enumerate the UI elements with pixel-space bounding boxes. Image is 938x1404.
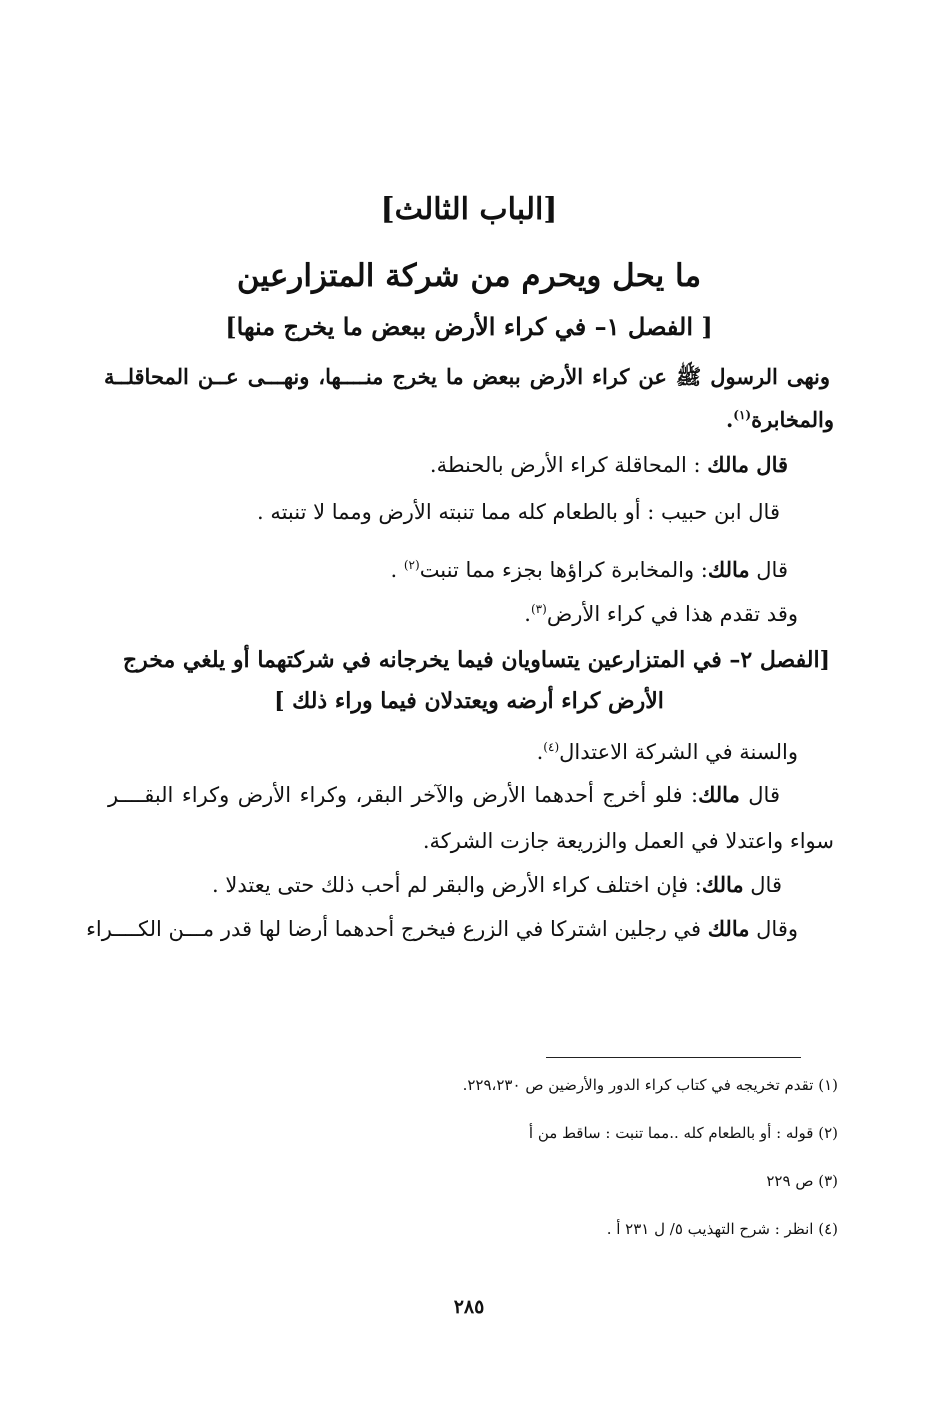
speaker-malik: مالك	[707, 557, 750, 582]
s1-p4-text: : والمخابرة كراؤها بجزء مما تنبت	[419, 558, 708, 582]
section-1-heading: [ الفصل ١– في كراء الأرض ببعض ما يخرج منها]	[225, 312, 713, 341]
speaker-malik: مالك	[698, 782, 740, 807]
s1-paragraph-3: قال ابن حبيب : أو بالطعام كله مما تنبته الأرض ومما لا تنبته .	[256, 500, 780, 524]
speaker-malik: مالك	[701, 872, 744, 897]
s2-p3-text: : فإن اختلف كراء الأرض والبقر لم أحب ذلك حتى يعتدلا .	[212, 873, 702, 897]
s2-p1-end: .	[536, 740, 544, 764]
s1-p5-text: وقد تقدم هذا في كراء الأرض	[546, 602, 798, 626]
footnote-number: (٤)	[818, 1220, 838, 1238]
s1-paragraph-1-line-2: والمخابرة$^{(١)}$.	[725, 407, 834, 432]
chapter-heading: [الباب الثالث]	[380, 192, 558, 227]
footnote-ref-4: (٤)	[543, 740, 560, 754]
s2-paragraph-3	[212, 870, 782, 900]
s2-paragraph-2-line-2: سواء واعتدلا في العمل والزريعة جازت الشركة.	[422, 829, 834, 853]
s2-p4-prefix: وقال	[749, 917, 798, 941]
footnote-separator	[546, 1057, 801, 1058]
s2-p2-prefix: قال	[739, 783, 780, 807]
footnote-text: ص ٢٢٩	[766, 1172, 819, 1190]
footnote-number: (٢)	[818, 1124, 838, 1142]
footnote-text: تقدم تخريجه في كتاب كراء الدور والأرضين ص ٢٢٩،٢٣٠.	[462, 1076, 819, 1094]
section-2-heading-line-2: الأرض كراء أرضه ويعتدلان فيما وراء ذلك ]	[274, 688, 664, 714]
section-2-heading-line-1: [الفصل ٢– في المتزارعين يتساويان فيما يخرجانه في شركتهما أو يلغي مخرج	[122, 647, 830, 673]
s2-p1-text: والسنة في الشركة الاعتدال	[559, 740, 798, 764]
footnote-text: انظر : شرح التهذيب ٥/ ل ٢٣١ أ .	[606, 1220, 819, 1238]
s2-paragraph-2-line-1	[108, 780, 780, 810]
footnote-3	[766, 1170, 838, 1192]
footnote-4	[607, 1218, 838, 1240]
page-number: ٢٨٥	[453, 1296, 485, 1318]
s1-paragraph-4	[391, 550, 789, 585]
footnote-text: قوله : أو بالطعام كله ..مما تنبت : ساقط من أ	[528, 1124, 819, 1142]
s1-p5-end: .	[524, 602, 531, 626]
footnote-ref-3: (٣)	[530, 602, 547, 616]
footnote-2	[529, 1122, 838, 1144]
s1-p4-end: .	[390, 558, 404, 582]
s2-p2-text: : فلو أخرج أحدهما الأرض والآخر البقر، وكراء الأرض وكراء البقــــر	[108, 783, 699, 807]
chapter-title: ما يحل ويحرم من شركة المتزارعين	[236, 258, 702, 294]
footnote-ref-1: (١)	[733, 408, 752, 422]
s1-paragraph-5	[524, 594, 798, 629]
s1-p2-text: : المحاقلة كراء الأرض بالحنطة.	[429, 453, 708, 477]
s1-p1-text: والمخابرة	[751, 407, 834, 432]
s2-paragraph-1	[537, 732, 798, 767]
speaker-malik: قال مالك	[707, 452, 788, 477]
s2-paragraph-4	[86, 914, 798, 944]
footnote-ref-2: (٢)	[403, 558, 420, 572]
s2-p4-text: في رجلين اشتركا في الزرع فيخرج أحدهما أرضا لها قدر مـــن الكــــراء	[86, 917, 708, 941]
s2-p3-prefix: قال	[743, 873, 782, 897]
s1-p4-prefix: قال	[749, 558, 788, 582]
s1-paragraph-2	[430, 450, 788, 480]
footnote-1	[463, 1074, 838, 1096]
s1-paragraph-1-line-1: ونهى الرسول ﷺ عن كراء الأرض ببعض ما يخرج منــــها، ونهـــى عــن المحاقلــة	[104, 364, 830, 389]
footnote-number: (٣)	[818, 1172, 838, 1190]
speaker-malik: مالك	[707, 916, 750, 941]
footnote-number: (١)	[818, 1076, 838, 1094]
